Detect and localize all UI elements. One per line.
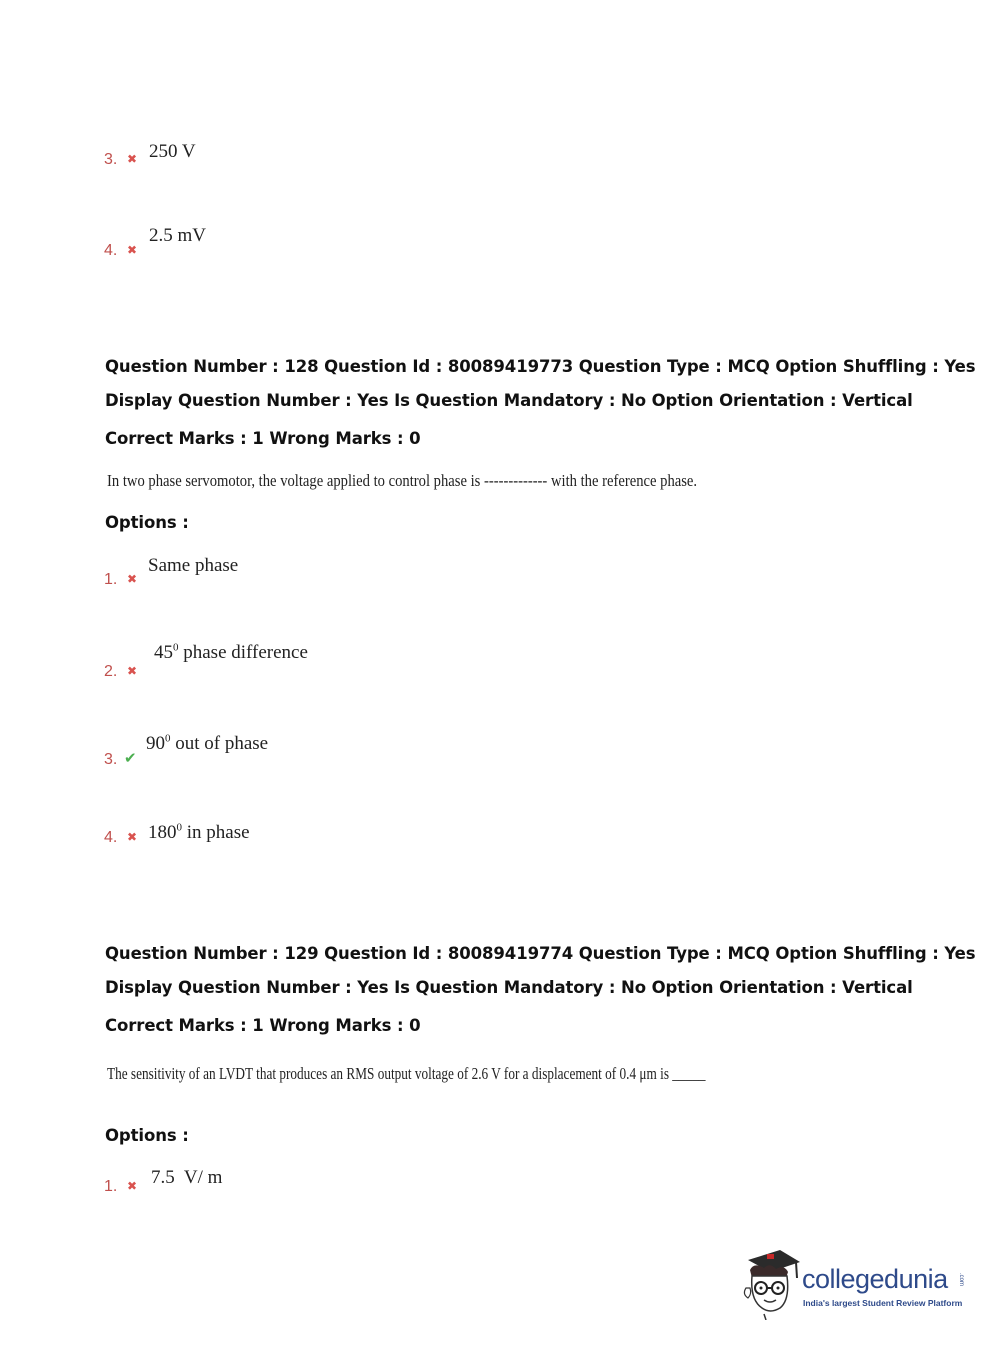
question-marks-line: Correct Marks : 1 Wrong Marks : 0 — [105, 429, 421, 448]
question-marks-line: Correct Marks : 1 Wrong Marks : 0 — [105, 1016, 421, 1035]
option-text: 250 V — [149, 141, 196, 162]
option-text: 2.5 mV — [149, 225, 206, 246]
option-number: 4. — [104, 829, 118, 846]
option-text: $90^0$ out of phase — [146, 732, 269, 754]
logo-tagline: India's largest Student Review Platform — [803, 1298, 963, 1308]
cross-icon: ✖ — [127, 243, 138, 257]
option-text: 7.5 V/ m — [151, 1167, 223, 1188]
options-label: Options : — [105, 513, 189, 532]
mascot-icon — [740, 1248, 802, 1320]
cross-icon: ✖ — [127, 664, 138, 678]
option-text: $45^0$ phase difference — [154, 641, 308, 663]
option-number: 2. — [104, 663, 118, 680]
cross-icon: ✖ — [127, 830, 138, 844]
option-text: Same phase — [148, 555, 239, 576]
question-text: In two phase servomotor, the voltage applied to control phase is ------------- with the reference phase. — [107, 471, 698, 490]
option-number: 1. — [104, 571, 118, 588]
cross-icon: ✖ — [127, 1179, 138, 1193]
question-meta-line: Display Question Number : Yes Is Question Mandatory : No Option Orientation : Vertical — [105, 978, 913, 997]
option-number: 3. — [104, 151, 118, 168]
logo-suffix: .com — [958, 1273, 964, 1287]
cross-icon: ✖ — [127, 152, 138, 166]
question-text: The sensitivity of an LVDT that produces an RMS output voltage of 2.6 V for a displacement of 0.4 μm is _____ — [107, 1064, 706, 1083]
check-icon: ✔ — [124, 749, 137, 767]
question-meta-line: Question Number : 128 Question Id : 80089419773 Question Type : MCQ Option Shuffling : Yes — [105, 357, 976, 376]
question-meta-line: Question Number : 129 Question Id : 80089419774 Question Type : MCQ Option Shuffling : Yes — [105, 944, 976, 963]
logo-wordmark: collegedunia — [802, 1264, 948, 1294]
option-number: 3. — [104, 751, 118, 768]
option-number: 4. — [104, 242, 118, 259]
option-text: $180^0$ in phase — [148, 821, 250, 843]
question-meta-line: Display Question Number : Yes Is Question Mandatory : No Option Orientation : Vertical — [105, 391, 913, 410]
option-number: 1. — [104, 1178, 118, 1195]
options-label: Options : — [105, 1126, 189, 1145]
cross-icon: ✖ — [127, 572, 138, 586]
